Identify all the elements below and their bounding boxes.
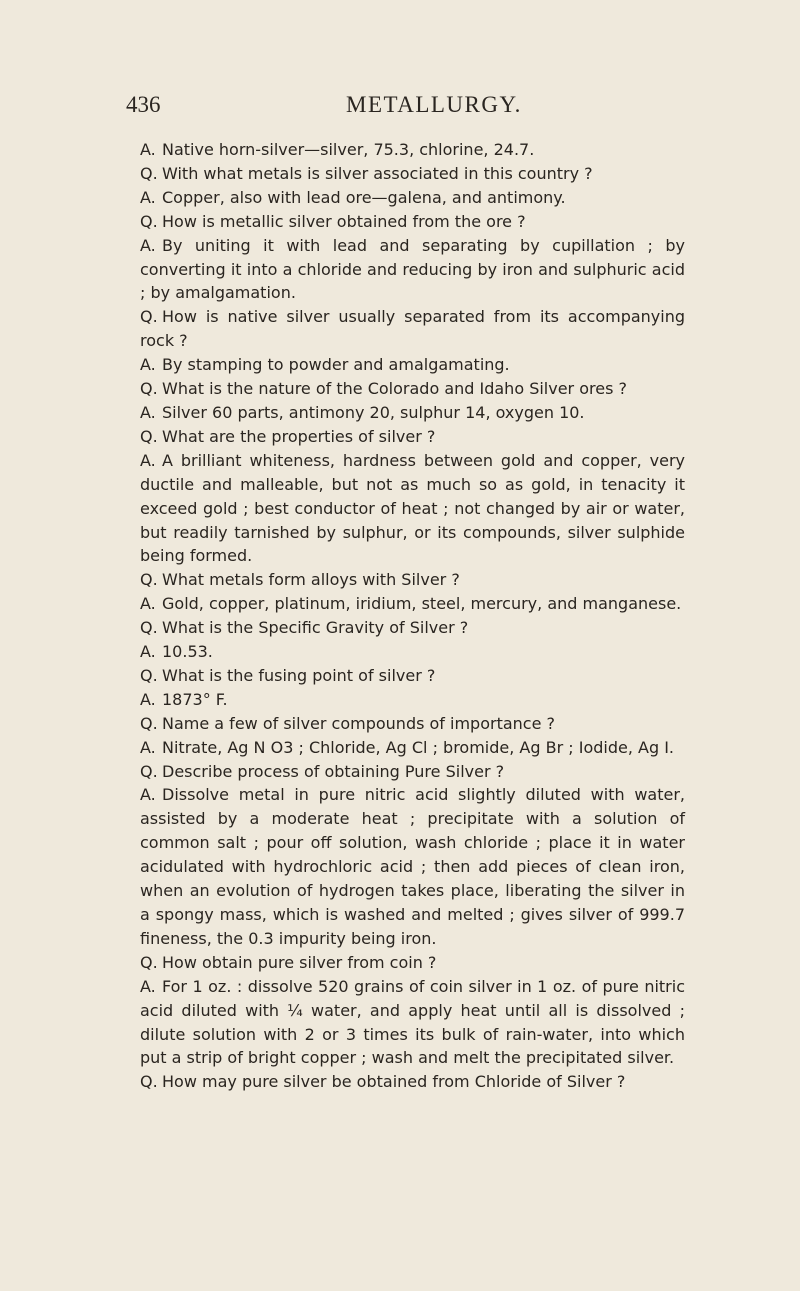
paragraph-text: What metals form alloys with Silver ? bbox=[162, 570, 460, 590]
paragraph-label: A. bbox=[140, 140, 156, 159]
paragraph-text: 1873° F. bbox=[162, 689, 228, 709]
paragraph-text: By uniting it with lead and separating by cupillation ; by converting it into a chloride and reducing by iron and sulphuric acid ; by amalgamation. bbox=[140, 235, 685, 303]
paragraph-text: What is the nature of the Colorado and Idaho Silver ores ? bbox=[162, 379, 627, 399]
paragraph-label: Q. bbox=[140, 713, 158, 733]
paragraph-text: Describe process of obtaining Pure Silver ? bbox=[162, 761, 505, 781]
answer-paragraph bbox=[140, 401, 685, 425]
paragraph-label: A. bbox=[140, 450, 156, 470]
question-paragraph bbox=[140, 712, 685, 736]
paragraph-label: A. bbox=[140, 594, 156, 614]
paragraph-label: A. bbox=[140, 976, 156, 996]
question-paragraph bbox=[140, 616, 685, 640]
answer-paragraph bbox=[140, 353, 685, 377]
answer-paragraph bbox=[140, 592, 685, 616]
answer-paragraph bbox=[140, 234, 685, 306]
answer-paragraph bbox=[140, 736, 685, 760]
paragraph-label: Q. bbox=[140, 426, 158, 446]
paragraph-label: A. bbox=[140, 737, 156, 757]
paragraph-text: Copper, also with lead ore—galena, and antimony. bbox=[162, 187, 566, 207]
paragraph-text: Native horn-silver—silver, 75.3, chlorine, 24.7. bbox=[162, 140, 535, 159]
paragraph-label: Q. bbox=[140, 379, 158, 399]
paragraph-text: What are the properties of silver ? bbox=[162, 426, 436, 446]
paragraph-text: How is metallic silver obtained from the ore ? bbox=[162, 211, 526, 231]
paragraph-label: A. bbox=[140, 785, 156, 805]
question-paragraph bbox=[140, 162, 685, 186]
paragraph-text: What is the fusing point of silver ? bbox=[162, 665, 436, 685]
paragraph-label: A. bbox=[140, 355, 156, 375]
question-paragraph bbox=[140, 760, 685, 784]
paragraph-label: Q. bbox=[140, 211, 158, 231]
answer-paragraph bbox=[140, 640, 685, 664]
paragraph-text: Nitrate, Ag N O3 ; Chloride, Ag Cl ; bromide, Ag Br ; Iodide, Ag I. bbox=[162, 737, 674, 757]
paragraph-text: Dissolve metal in pure nitric acid slightly diluted with water, assisted by a moderate heat ; precipitate with a solution of common salt ; pour off solution, wash chloride ; place it in water acidulated with hydrochloric acid ; then add pieces of clean iron, when an evolution of hydrogen takes place, liberating the silver in a spongy mass, which is washed and melted ; gives silver of 999.7 fineness, the 0.3 impurity being iron. bbox=[140, 785, 685, 948]
paragraph-label: Q. bbox=[140, 952, 158, 972]
answer-paragraph bbox=[140, 138, 685, 162]
paragraph-label: A. bbox=[140, 642, 156, 662]
paragraph-label: Q. bbox=[140, 1072, 158, 1092]
page-header bbox=[126, 92, 686, 122]
paragraph-label: A. bbox=[140, 235, 156, 255]
paragraph-label: Q. bbox=[140, 761, 158, 781]
question-paragraph bbox=[140, 664, 685, 688]
paragraph-text: For 1 oz. : dissolve 520 grains of coin silver in 1 oz. of pure nitric acid diluted with ¼ water, and apply heat until all is dissolved ; dilute solution with 2 or 3 times its bulk of rain-water, into which put a strip of bright copper ; wash and melt the precipitated silver. bbox=[140, 976, 685, 1068]
question-paragraph bbox=[140, 425, 685, 449]
paragraph-label: Q. bbox=[140, 665, 158, 685]
paragraph-text: Gold, copper, platinum, iridium, steel, mercury, and manganese. bbox=[162, 594, 682, 614]
paragraph-label: A. bbox=[140, 402, 156, 422]
answer-paragraph bbox=[140, 449, 685, 569]
paragraph-label: Q. bbox=[140, 570, 158, 590]
paragraph-text: What is the Specific Gravity of Silver ? bbox=[162, 618, 469, 638]
answer-paragraph bbox=[140, 783, 685, 950]
answer-paragraph bbox=[140, 688, 685, 712]
paragraph-text: Name a few of silver compounds of importance ? bbox=[162, 713, 556, 733]
question-paragraph bbox=[140, 1070, 685, 1094]
paragraph-text: How obtain pure silver from coin ? bbox=[162, 952, 437, 972]
question-paragraph bbox=[140, 210, 685, 234]
running-title: METALLURGY. bbox=[346, 92, 522, 117]
question-paragraph bbox=[140, 305, 685, 353]
page-number: 436 bbox=[126, 92, 161, 117]
paragraph-text: How is native silver usually separated from its accompanying rock ? bbox=[140, 307, 685, 351]
question-paragraph bbox=[140, 568, 685, 592]
paragraph-label: Q. bbox=[140, 618, 158, 638]
answer-paragraph bbox=[140, 975, 685, 1071]
paragraph-text: How may pure silver be obtained from Chloride of Silver ? bbox=[162, 1072, 626, 1092]
paragraph-text: Silver 60 parts, antimony 20, sulphur 14, oxygen 10. bbox=[162, 402, 585, 422]
paragraph-label: Q. bbox=[140, 163, 158, 183]
paragraph-text: 10.53. bbox=[162, 642, 213, 662]
paragraph-text: A brilliant whiteness, hardness between gold and copper, very ductile and malleable, but not as much so as gold, in tenacity it exceed gold ; best conductor of heat ; not changed by air or water, but readily tarnished by sulphur, or its compounds, silver sulphide being formed. bbox=[140, 450, 685, 566]
paragraph-label: Q. bbox=[140, 307, 158, 327]
paragraph-label: A. bbox=[140, 187, 156, 207]
paragraph-label: A. bbox=[140, 689, 156, 709]
paragraph-text: With what metals is silver associated in this country ? bbox=[162, 163, 593, 183]
body-text bbox=[140, 138, 685, 1094]
answer-paragraph bbox=[140, 186, 685, 210]
question-paragraph bbox=[140, 951, 685, 975]
paragraph-text: By stamping to powder and amalgamating. bbox=[162, 355, 510, 375]
question-paragraph bbox=[140, 377, 685, 401]
